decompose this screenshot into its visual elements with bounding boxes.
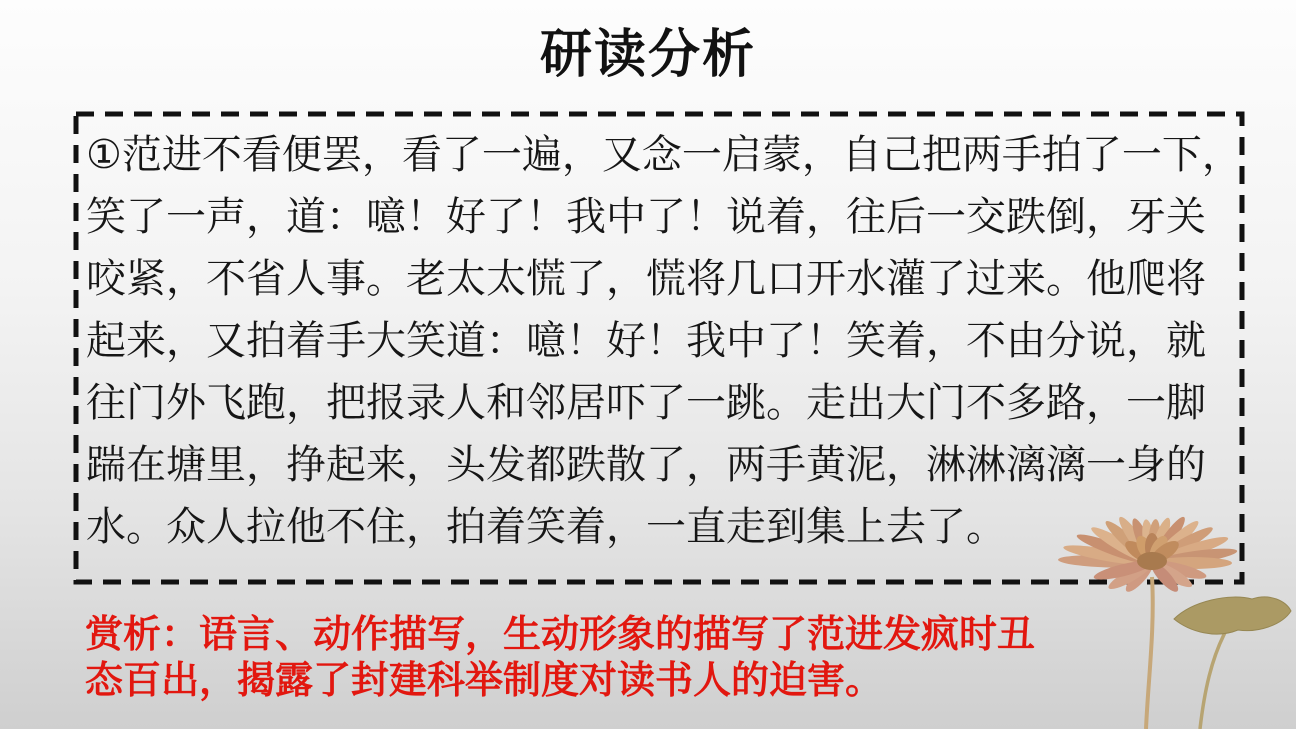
analysis-line: 赏析：语言、动作描写，生动形象的描写了范进发疯时丑 xyxy=(85,614,1036,656)
flower-stem xyxy=(1146,577,1153,729)
analysis-line: 态百出，揭露了封建科举制度对读书人的迫害。 xyxy=(85,660,884,702)
passage-line: 笑了一声，道：噫！好了！我中了！说着，往后一交跌倒，牙关 xyxy=(86,195,1206,239)
passage-line: 起来，又拍着手大笑道：噫！好！我中了！笑着，不由分说，就 xyxy=(86,319,1206,363)
leaf-stem xyxy=(1200,627,1228,729)
slide-title: 研读分析 xyxy=(539,26,756,84)
passage-line: 水。众人拉他不住，拍着笑着，一直走到集上去了。 xyxy=(86,505,1006,549)
passage-line: 踹在塘里，挣起来，头发都跌散了，两手黄泥，淋淋漓漓一身的 xyxy=(86,443,1206,487)
dried-lotus-flower-image xyxy=(1040,489,1296,729)
flower-center xyxy=(1137,552,1167,570)
analysis-text-block xyxy=(85,612,1035,704)
lotus-leaf xyxy=(1174,597,1291,634)
passage-line: ①范进不看便罢，看了一遍，又念一启蒙，自己把两手拍了一下， xyxy=(86,133,1242,177)
passage-line: 咬紧，不省人事。老太太慌了，慌将几口开水灌了过来。他爬将 xyxy=(86,257,1206,301)
passage-line: 往门外飞跑，把报录人和邻居吓了一跳。走出大门不多路，一脚 xyxy=(86,381,1206,425)
